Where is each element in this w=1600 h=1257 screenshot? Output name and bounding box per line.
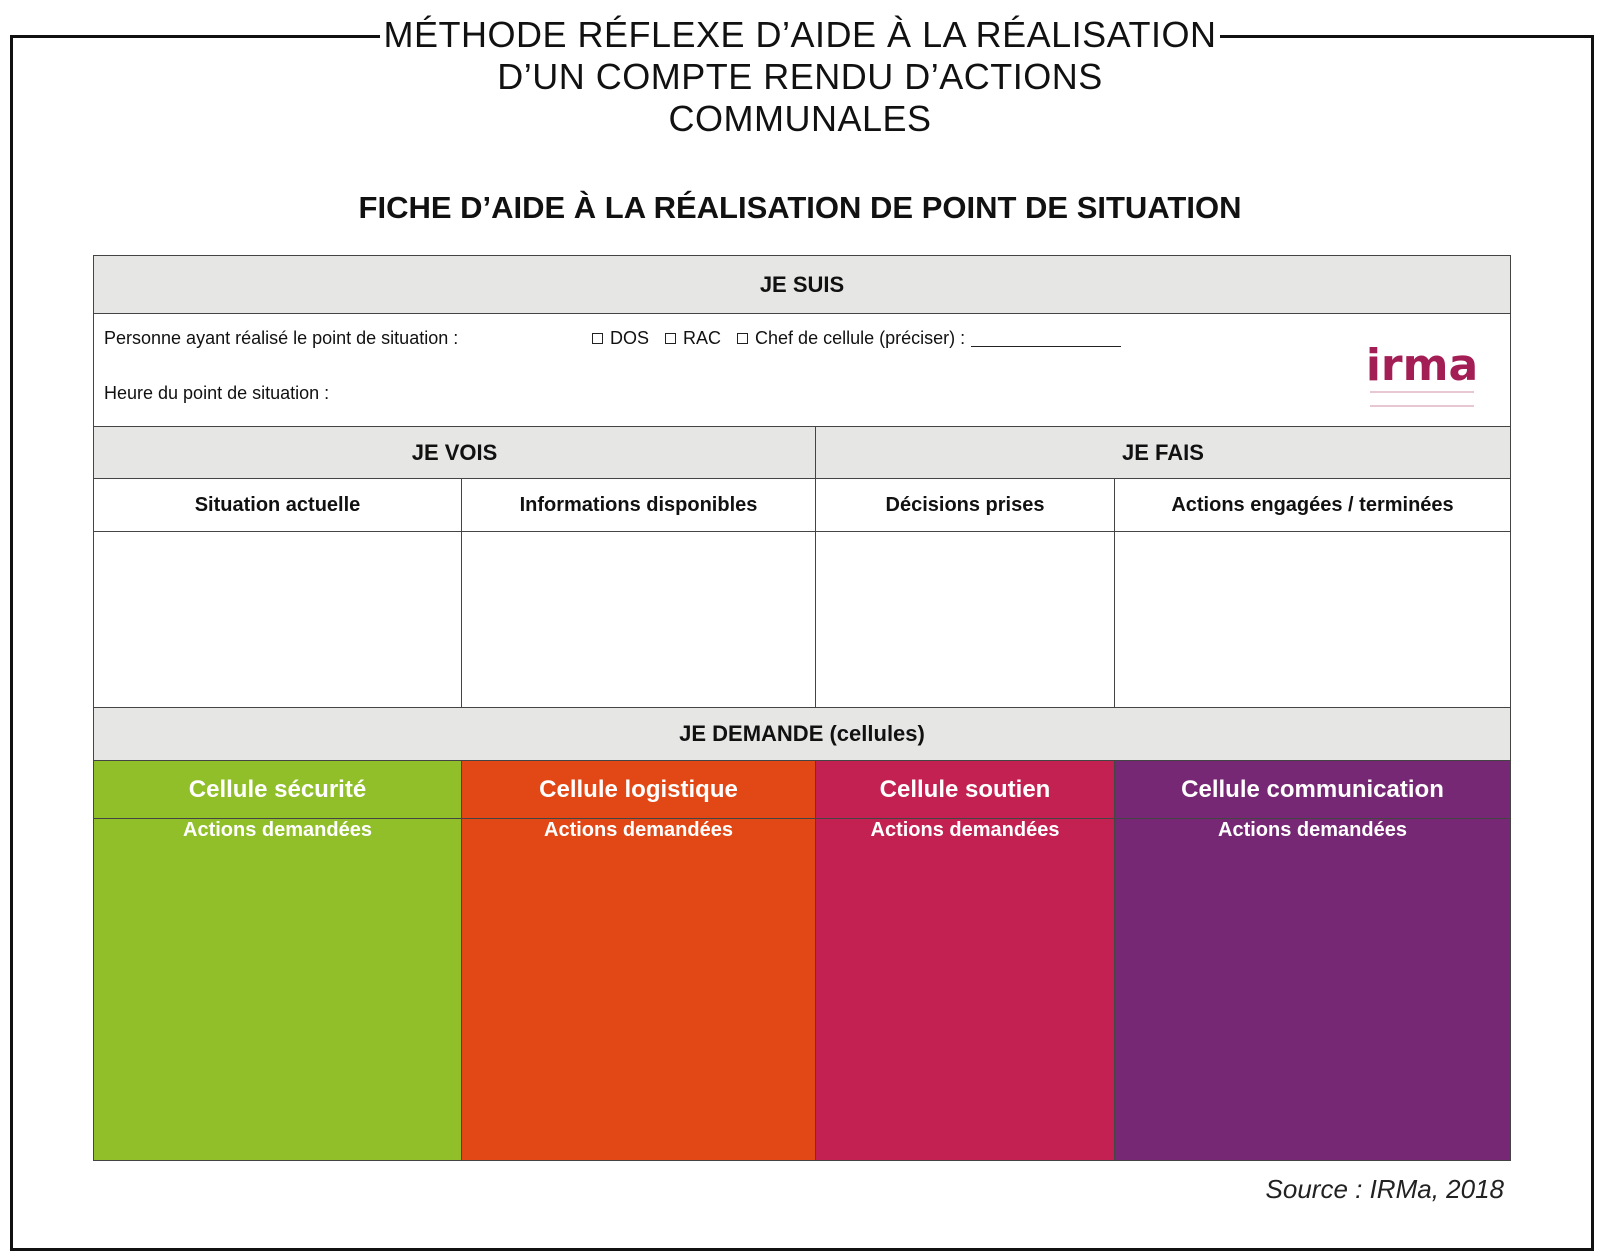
cellule-logistique-header: Cellule logistique (462, 761, 816, 819)
irma-logo (1362, 332, 1482, 414)
actions-input-area[interactable] (1115, 532, 1511, 708)
actions-demandees-label: Actions demandées (183, 819, 372, 841)
time-label: Heure du point de situation : (104, 383, 330, 403)
page-title (380, 14, 1220, 140)
je-demande-header: JE DEMANDE (cellules) (94, 708, 1511, 761)
je-suis-info-cell (94, 314, 1511, 427)
actions-demandees-label: Actions demandées (544, 819, 733, 841)
sheet-title: FICHE D’AIDE À LA RÉALISATION DE POINT DE SITUATION (358, 190, 1242, 225)
irma-logo-text: irma (1365, 340, 1479, 391)
actions-demandees-label: Actions demandées (870, 819, 1060, 841)
column-header-decisions: Décisions prises (816, 479, 1115, 532)
role-options (592, 328, 1137, 349)
column-header-actions: Actions engagées / terminées (1115, 479, 1511, 532)
option-chef-label: Chef de cellule (préciser) : (755, 328, 966, 348)
situation-form-table (93, 255, 1511, 1161)
cellule-soutien-actions[interactable] (816, 819, 1115, 1161)
page-title-line2: D’UN COMPTE RENDU D’ACTIONS COMMUNALES (497, 56, 1103, 139)
je-fais-header: JE FAIS (816, 427, 1511, 479)
informations-input-area[interactable] (462, 532, 816, 708)
column-header-situation: Situation actuelle (94, 479, 462, 532)
checkbox-dos[interactable] (592, 333, 603, 344)
option-rac[interactable] (665, 328, 721, 349)
option-chef-de-cellule[interactable] (737, 328, 1121, 349)
decisions-input-area[interactable] (816, 532, 1115, 708)
situation-input-area[interactable] (94, 532, 462, 708)
cellule-securite-actions[interactable] (94, 819, 462, 1161)
cellule-securite-header: Cellule sécurité (94, 761, 462, 819)
actions-demandees-label: Actions demandées (1218, 819, 1407, 841)
column-header-informations: Informations disponibles (462, 479, 816, 532)
cellule-communication-header: Cellule communication (1115, 761, 1511, 819)
je-vois-header: JE VOIS (94, 427, 816, 479)
cellule-communication-actions[interactable] (1115, 819, 1511, 1161)
chef-de-cellule-blank-line[interactable] (971, 330, 1121, 347)
option-rac-label: RAC (683, 328, 722, 348)
cellule-logistique-actions[interactable] (462, 819, 816, 1161)
option-dos[interactable] (592, 328, 649, 349)
option-dos-label: DOS (610, 328, 650, 348)
person-label: Personne ayant réalisé le point de situation : (104, 328, 459, 348)
cellule-soutien-header: Cellule soutien (816, 761, 1115, 819)
page-title-line1: MÉTHODE RÉFLEXE D’AIDE À LA RÉALISATION (383, 14, 1217, 55)
source-note: Source : IRMa, 2018 (1265, 1174, 1504, 1204)
je-suis-header: JE SUIS (94, 256, 1511, 314)
checkbox-chef-de-cellule[interactable] (737, 333, 748, 344)
checkbox-rac[interactable] (665, 333, 676, 344)
